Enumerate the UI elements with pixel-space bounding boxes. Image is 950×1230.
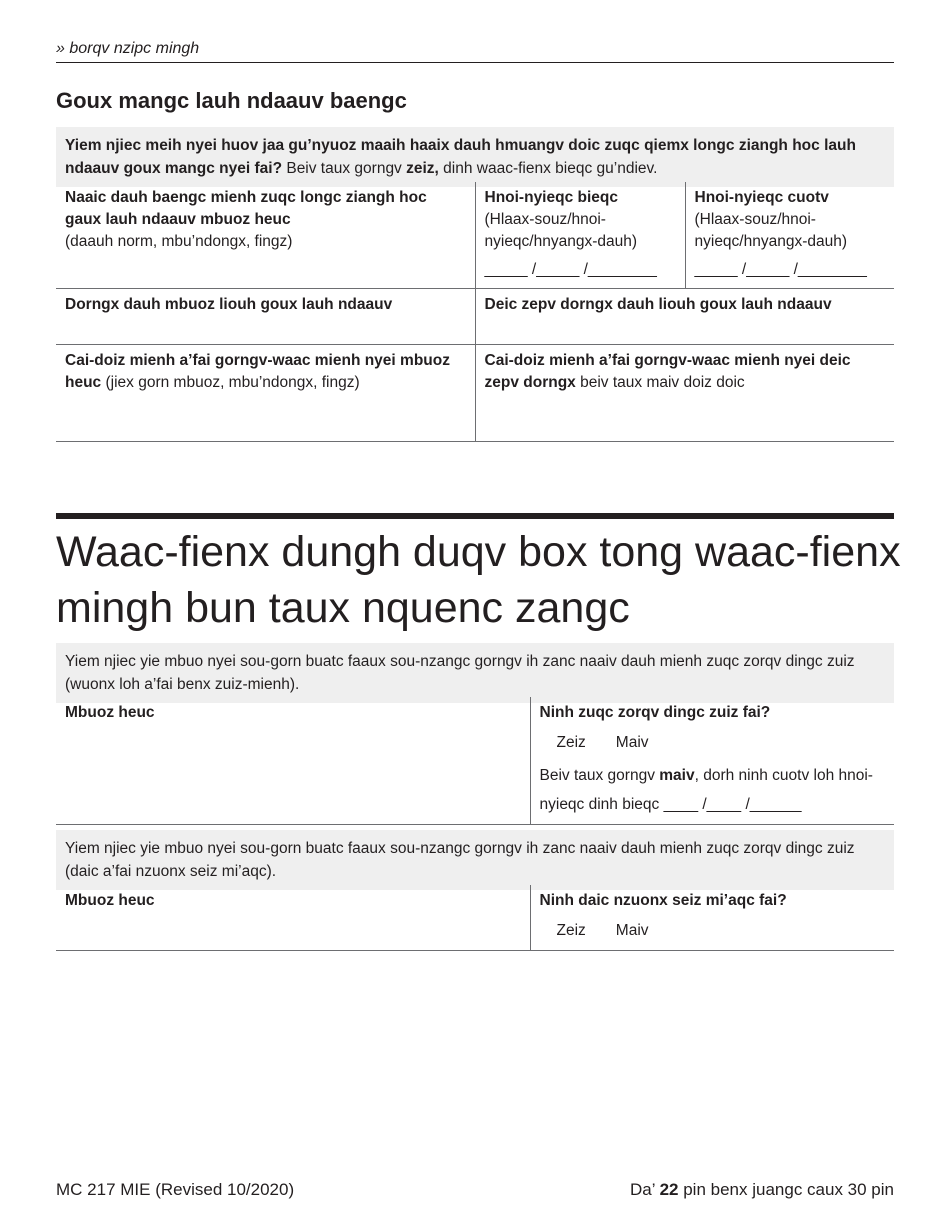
deceased-no-option[interactable]: Maiv: [615, 922, 649, 939]
incarceration-yes-option[interactable]: Zeiz: [556, 734, 586, 751]
hospital-question-text-1: Beiv taux gorngv: [282, 160, 407, 177]
hospital-name-hint: (daauh norm, mbu’ndongx, fingz): [65, 233, 293, 250]
hospital-row-3: [56, 344, 894, 441]
guardian-address-label: Cai-doiz mienh a’fai gorngv-waac mienh nyei deic zepv dorngx: [484, 351, 851, 391]
incarceration-status-field: [530, 697, 894, 825]
hospital-question-text-2: dinh waac-fienx bieqc gu’ndiev.: [438, 160, 658, 177]
hospital-question-bold: Yiem njiec meih nyei huov jaa gu’nyuoz maaih haaix dauh hmuangv doic zuqc qiemx longc ziangh hoc lauh ndaauv goux mangc nyei fai?: [65, 137, 856, 177]
release-date-note-text-2: , dorh ninh cuotv loh hnoi-nyieqc dinh bieqc ____ /____ /______: [539, 767, 873, 813]
admit-date-hint: (Hlaax-souz/hnoi-nyieqc/hnyangx-dauh): [484, 211, 638, 250]
incarceration-no-option[interactable]: Maiv: [615, 734, 649, 751]
incarceration-question: Yiem njiec yie mbuo nyei sou-gorn buatc faaux sou-nzangc gorngv ih zanc naaiv dauh mienh zuqc zorqv dingc zuiz (wuonx loh a’fai benx zuiz-mienh).: [56, 643, 894, 703]
guardian-name-field[interactable]: [56, 344, 475, 441]
discharge-date-blank: _____ /_____ /________: [694, 261, 867, 278]
deceased-status-label: Ninh daic nzuonx seiz mi’aqc fai?: [539, 892, 787, 909]
deceased-table: [56, 885, 894, 951]
form-id: MC 217 MIE (Revised 10/2020): [56, 1180, 295, 1199]
discharge-date-label: Hnoi-nyieqc cuotv: [694, 189, 829, 206]
discharge-date-hint: (Hlaax-souz/hnoi-nyieqc/hnyangx-dauh): [694, 211, 848, 250]
hospital-name-field[interactable]: [56, 182, 475, 288]
deceased-yes-option[interactable]: Zeiz: [556, 922, 586, 939]
guardian-name-label: Cai-doiz mienh a’fai gorngv-waac mienh nyei mbuoz heuc: [65, 351, 450, 391]
incarceration-name-field[interactable]: [56, 697, 530, 825]
release-date-note-text-1: Beiv taux gorngv: [539, 767, 660, 784]
facility-address-label: Deic zepv dorngx dauh liouh goux lauh ndaauv: [484, 295, 832, 313]
hospital-name-label: Naaic dauh baengc mienh zuqc longc ziangh hoc gaux lauh ndaauv mbuoz heuc: [65, 189, 427, 228]
section-title-corrections: Waac-fienx dungh duqv box tong waac-fienx mingh bun taux nquenc zangc: [56, 528, 901, 632]
admit-date-field[interactable]: [475, 182, 685, 288]
page-number-suffix: pin benx juangc caux 30 pin: [678, 1180, 894, 1199]
deceased-status-field: [530, 885, 894, 950]
hospital-question-yes: zeiz,: [406, 160, 439, 177]
deceased-options: [540, 919, 886, 943]
guardian-address-field[interactable]: [475, 344, 894, 441]
release-date-note-no: maiv: [659, 767, 695, 784]
page-number: [630, 1180, 894, 1200]
facility-name-label: Dorngx dauh mbuoz liouh goux lauh ndaauv: [65, 295, 393, 313]
guardian-name-hint: (jiex gorn mbuoz, mbu’ndongx, fingz): [101, 373, 360, 391]
hospital-question: [56, 127, 894, 187]
deceased-name-field[interactable]: [56, 885, 530, 950]
section-title-hospital: Goux mangc lauh ndaauv baengc: [56, 88, 407, 113]
incarceration-status-label: Ninh zuqc zorqv dingc zuiz fai?: [539, 704, 771, 721]
page-number-prefix: Da’: [629, 1180, 660, 1199]
admit-date-blank: _____ /_____ /________: [484, 261, 657, 278]
breadcrumb: » borqv nzipc mingh: [56, 40, 894, 63]
deceased-name-label: Mbuoz heuc: [65, 892, 155, 909]
deceased-question: Yiem njiec yie mbuo nyei sou-gorn buatc faaux sou-nzangc gorngv ih zanc naaiv dauh mienh zuqc zorqv dingc zuiz (daic a’fai nzuonx seiz mi’aqc).: [56, 830, 894, 890]
incarceration-row: [56, 697, 894, 825]
release-date-note[interactable]: [540, 761, 886, 819]
facility-name-field[interactable]: [56, 288, 475, 344]
page-number-current: 22: [659, 1180, 679, 1199]
section-divider: [56, 513, 894, 519]
discharge-date-field[interactable]: [685, 182, 894, 288]
incarceration-table: [56, 697, 894, 825]
hospital-row-2: [56, 288, 894, 344]
incarceration-name-label: Mbuoz heuc: [65, 704, 155, 721]
hospital-table: [56, 182, 894, 442]
facility-address-field[interactable]: [475, 288, 894, 344]
guardian-address-hint: beiv taux maiv doiz doic: [575, 373, 745, 391]
admit-date-label: Hnoi-nyieqc bieqc: [484, 189, 618, 206]
hospital-row-1: [56, 182, 894, 288]
incarceration-options: [540, 731, 886, 755]
deceased-row: [56, 885, 894, 950]
